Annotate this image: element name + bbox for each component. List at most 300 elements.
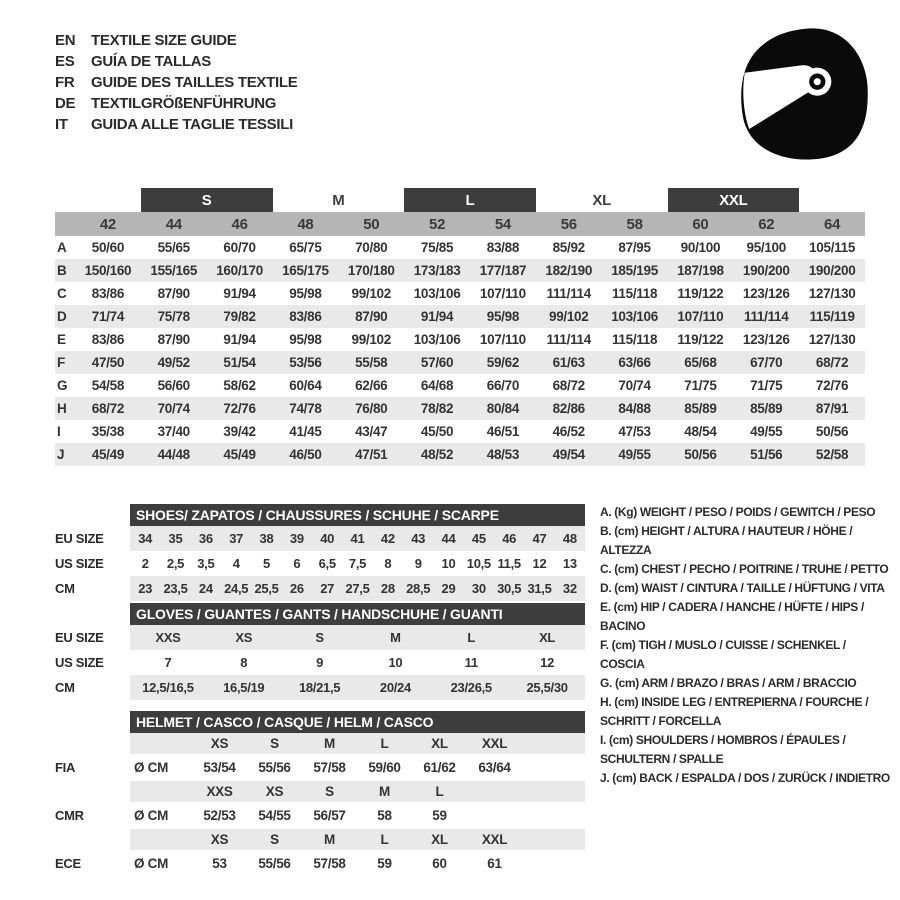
helmet-size-cell: XS [265,784,284,799]
table-cell: 83/86 [91,286,125,301]
legend-item: B. (cm) HEIGHT / ALTURA / HAUTEUR / HÖHE / ALTEZZA [600,524,853,557]
table-cell: 45/50 [420,424,454,439]
table-cell: 58/62 [223,378,256,393]
legend-item: C. (cm) CHEST / PECHO / POITRINE / TRUHE / PETTO [600,562,889,576]
shoes-line [55,526,585,551]
shoes-table-title: SHOES/ ZAPATOS / CHAUSSURES / SCHUHE / SCARPE [130,504,585,526]
helmet-standard-label-cmr: CMR [55,808,84,823]
table-cell: 87/95 [618,240,651,255]
legend-item: G. (cm) ARM / BRAZO / BRAS / ARM / BRACCIO [600,676,857,690]
table-cell: 12 [532,556,547,571]
table-cell: 47/50 [91,355,125,370]
size-letter-s: S [141,188,273,212]
table-cell: 26 [289,581,304,596]
table-cell: 177/187 [479,263,527,278]
table-cell: 62/66 [355,378,388,393]
helmet-sizes-row [130,781,585,802]
table-cell: 74/78 [289,401,322,416]
table-cell: 27,5 [345,581,370,596]
table-cell: 7,5 [348,556,367,571]
size-header-cell: 60 [692,215,709,233]
helmet-sizes-line [55,829,585,850]
language-code: ES [55,53,75,70]
table-cell: 45/49 [223,447,256,462]
table-cell: 8 [240,655,248,670]
helmet-size-cell: L [380,736,389,751]
table-cell: 10 [388,655,403,670]
table-cell: 36 [198,531,213,546]
table-cell: 60 [432,856,447,871]
table-cell: 12,5/16,5 [142,680,194,695]
table-cell: 39 [289,531,304,546]
table-cell: 47/51 [355,447,388,462]
helmet-sizes-line [55,733,585,754]
table-cell: 127/130 [808,286,856,301]
table-cell: 103/106 [413,286,461,301]
table-cell: 58 [377,808,392,823]
table-cell: 37 [229,531,244,546]
language-code: DE [55,95,76,112]
table-cell: XL [539,630,556,645]
table-cell: 71/75 [750,378,783,393]
helmet-standard-label-fia: FIA [55,760,76,775]
helmet-size-cell: L [380,832,389,847]
row-label: E [57,332,66,347]
table-cell: 50/56 [684,447,717,462]
table-cell: 182/190 [545,263,593,278]
table-cell: 30,5 [497,581,522,596]
table-cell: 107/110 [479,286,526,301]
table-cell: 28 [380,581,395,596]
table-cell: 49/55 [618,447,651,462]
table-cell: 48/53 [486,447,520,462]
helmet-size-cell: L [435,784,444,799]
textile-row-j [55,443,865,466]
language-code: EN [55,32,76,49]
textile-row-h [55,397,865,420]
table-cell: 75/78 [157,309,190,324]
shoes-row-label: EU SIZE [55,531,104,546]
table-cell: 63/64 [478,760,511,775]
row-label: D [57,309,67,324]
table-cell: 41/45 [289,424,322,439]
table-cell: 95/98 [289,286,322,301]
racing-helmet-icon [727,20,875,170]
table-cell: 60/70 [223,240,256,255]
table-cell: 72/76 [815,378,849,393]
language-title: TEXTILE SIZE GUIDE [91,32,237,49]
table-cell: 70/74 [618,378,651,393]
table-cell: 23/26,5 [450,680,492,695]
helmet-unit-label: Ø CM [134,856,169,871]
helmet-sizes-row [130,829,585,850]
helmet-size-cell: M [324,736,335,751]
table-cell: 66/70 [486,378,520,393]
table-cell: 46 [502,531,517,546]
legend-item: D. (cm) WAIST / CINTURA / TAILLE / HÜFTUNG / VITA [600,581,885,595]
table-cell: 44/48 [157,447,190,462]
gloves-row [130,650,585,675]
table-cell: 12 [540,655,555,670]
table-cell: 103/106 [611,309,658,324]
table-cell: S [315,630,324,645]
table-cell: 84/88 [618,401,651,416]
shoes-line [55,576,585,601]
table-cell: 4 [232,556,240,571]
size-letter-l: L [404,188,536,212]
helmet-size-cell: S [270,736,279,751]
table-cell: 42 [380,531,395,546]
gloves-line [55,625,585,650]
shoes-header-line [55,504,585,526]
table-cell: 79/82 [223,309,256,324]
helmet-table [55,711,585,877]
table-cell: 68/72 [815,355,849,370]
textile-row-a [55,236,865,259]
shoes-row-label: CM [55,581,75,596]
textile-letter-row [55,188,865,212]
table-cell: 107/110 [677,309,724,324]
helmet-size-cell: XS [210,736,229,751]
table-cell: 5 [263,556,270,571]
table-cell: 83/86 [289,309,322,324]
shoes-row [130,576,585,601]
helmet-values-line [55,802,585,829]
helmet-header-line [55,711,585,733]
table-cell: XXS [155,630,181,645]
table-cell: 11 [464,655,478,670]
table-cell: 95/98 [289,332,322,347]
table-cell: 50/56 [815,424,849,439]
helmet-size-cell: XL [431,832,448,847]
table-cell: 75/85 [420,240,454,255]
helmet-size-cell: M [379,784,390,799]
table-cell: 72/76 [223,401,256,416]
table-cell: 47 [532,531,547,546]
table-cell: 56/57 [313,808,346,823]
table-cell: 123/126 [742,332,790,347]
table-cell: 91/94 [223,332,256,347]
table-cell: 190/200 [808,263,856,278]
table-cell: 95/98 [486,309,520,324]
language-title: GUIDA ALLE TAGLIE TESSILI [91,116,293,133]
table-cell: 48 [562,531,577,546]
textile-row-e [55,328,865,351]
table-cell: 23 [138,581,153,596]
textile-row-c [55,282,865,305]
legend-item: E. (cm) HIP / CADERA / HANCHE / HÜFTE / HIPS / BACINO [600,600,864,633]
table-cell: 2,5 [166,556,185,571]
table-cell: 35 [168,531,183,546]
table-cell: 40 [320,531,335,546]
helmet-size-cell: XS [210,832,229,847]
table-cell: 59 [377,856,392,871]
table-cell: 57/58 [313,856,346,871]
table-cell: 18/21,5 [298,680,341,695]
table-cell: 111/114 [546,332,591,347]
table-cell: 150/160 [84,263,132,278]
table-cell: 68/72 [91,401,125,416]
language-row [55,72,297,93]
table-cell: 3,5 [197,556,215,571]
helmet-values-row [130,802,585,829]
shoes-row-label: US SIZE [55,556,104,571]
gloves-line [55,675,585,700]
table-cell: 87/91 [815,401,849,416]
helmet-values-line [55,850,585,877]
measurement-legend [600,503,892,788]
table-cell: 55/58 [355,355,388,370]
table-cell: 65/75 [289,240,322,255]
gloves-line [55,650,585,675]
table-cell: 54/58 [91,378,125,393]
table-cell: 83/88 [486,240,520,255]
textile-size-table [55,188,865,466]
textile-row-f [55,351,865,374]
table-cell: 16,5/19 [223,680,265,695]
row-label: J [57,447,65,462]
table-cell: 87/90 [157,332,190,347]
table-cell: 10 [441,556,456,571]
table-cell: 48/54 [684,424,717,439]
table-cell: 60/64 [289,378,322,393]
table-cell: 25,5/30 [526,680,568,695]
table-cell: 85/92 [552,240,585,255]
table-cell: 39/42 [223,424,256,439]
gloves-header-line [55,603,585,625]
table-cell: 23,5 [163,581,188,596]
table-cell: 43/47 [355,424,388,439]
row-label: A [57,240,67,255]
table-cell: 59/62 [486,355,520,370]
legend-item: F. (cm) TIGH / MUSLO / CUISSE / SCHENKEL / COSCIA [600,638,846,671]
textile-sizes-row [55,212,865,236]
table-cell: 27 [320,581,335,596]
table-cell: 68/72 [552,378,585,393]
textile-row-d [55,305,865,328]
table-cell: 87/90 [355,309,388,324]
table-cell: 59 [432,808,447,823]
table-cell: 24,5 [224,581,249,596]
gloves-row [130,625,585,650]
table-cell: 6 [293,556,301,571]
helmet-unit-label: Ø CM [134,808,169,823]
table-cell: 83/86 [91,332,125,347]
table-cell: 91/94 [420,309,454,324]
table-cell: 111/114 [546,286,591,301]
table-cell: 103/106 [413,332,461,347]
table-cell: 44 [441,531,456,546]
size-header-cell: 48 [297,215,314,233]
helmet-size-cell: XXL [481,832,508,847]
table-cell: 43 [411,531,426,546]
table-cell: 25,5 [254,581,279,596]
table-cell: 41 [350,531,365,546]
table-cell: 85/89 [750,401,783,416]
size-header-cell: 52 [429,215,446,233]
table-cell: 7 [164,655,172,670]
helmet-standard-label-ece: ECE [55,856,81,871]
table-cell: 11,5 [497,556,521,571]
helmet-sizes-line [55,781,585,802]
language-row [55,114,297,135]
row-label: I [57,424,61,439]
table-cell: 9 [316,655,324,670]
table-cell: 47/53 [618,424,651,439]
table-cell: 63/66 [618,355,651,370]
textile-row-g [55,374,865,397]
table-cell: 45 [471,531,486,546]
helmet-size-cell: S [270,832,279,847]
helmet-size-cell: XL [431,736,448,751]
size-header-cell: 62 [758,215,775,233]
table-cell: 115/118 [611,286,658,301]
table-cell: 170/180 [347,263,395,278]
table-cell: 46/51 [486,424,520,439]
table-cell: 119/122 [677,332,724,347]
language-row [55,93,297,114]
language-code: FR [55,74,75,91]
table-cell: 37/40 [157,424,190,439]
table-cell: 53/54 [203,760,236,775]
table-cell: 80/84 [486,401,520,416]
table-cell: 76/80 [355,401,388,416]
shoes-line [55,551,585,576]
gloves-row-label: US SIZE [55,655,104,670]
table-cell: 9 [414,556,422,571]
size-header-cell: 64 [824,215,841,233]
table-cell: 111/114 [744,309,789,324]
table-cell: 46/52 [552,424,585,439]
language-row [55,30,297,51]
table-cell: 2 [141,556,149,571]
size-header-cell: 46 [231,215,248,233]
table-cell: 56/60 [157,378,190,393]
table-cell: 185/195 [611,263,658,278]
table-cell: 24 [198,581,213,596]
gloves-row-label: EU SIZE [55,630,104,645]
table-cell: 115/119 [809,309,855,324]
helmet-values-row [130,754,585,781]
row-label: F [57,355,65,370]
table-cell: 64/68 [420,378,454,393]
size-letter-m: M [332,191,345,209]
table-cell: 155/165 [150,263,198,278]
size-letter-xl: XL [592,191,611,209]
table-cell: 48/52 [420,447,454,462]
table-cell: 70/80 [355,240,388,255]
table-cell: 91/94 [223,286,256,301]
table-cell: 49/54 [552,447,585,462]
table-cell: 6,5 [318,556,336,571]
table-cell: 8 [384,556,392,571]
table-cell: 34 [138,531,153,546]
table-cell: 55/56 [258,760,291,775]
language-row [55,51,297,72]
shoes-table [55,504,585,601]
table-cell: 52/53 [203,808,236,823]
table-cell: 49/52 [157,355,190,370]
table-cell: 99/102 [351,332,391,347]
helmet-table-title: HELMET / CASCO / CASQUE / HELM / CASCO [130,711,585,733]
table-cell: 13 [562,556,577,571]
legend-item: H. (cm) INSIDE LEG / ENTREPIERNA / FOURCHE / SCHRITT / FORCELLA [600,695,869,728]
gloves-row-label: CM [55,680,75,695]
table-cell: 38 [259,531,274,546]
table-cell: 85/89 [684,401,717,416]
table-cell: 59/60 [368,760,401,775]
size-header-cell: 58 [626,215,643,233]
table-cell: 10,5 [466,556,491,571]
language-header [55,30,297,135]
table-cell: 61/62 [423,760,456,775]
table-cell: 165/175 [282,263,329,278]
table-cell: 71/74 [91,309,125,324]
helmet-size-cell: XXS [206,784,233,799]
table-cell: 105/115 [809,240,856,255]
table-cell: 115/118 [611,332,658,347]
table-cell: 65/68 [684,355,717,370]
row-label: C [57,286,67,301]
table-cell: 57/58 [313,760,346,775]
table-cell: 50/60 [91,240,125,255]
table-cell: 55/65 [157,240,190,255]
row-label: G [57,378,68,393]
size-header-cell: 42 [99,215,116,233]
table-cell: 29 [441,581,456,596]
table-cell: 119/122 [677,286,724,301]
row-label: B [57,263,67,278]
table-cell: 55/56 [258,856,291,871]
helmet-size-cell: S [325,784,334,799]
helmet-size-cell: M [324,832,335,847]
table-cell: 51/54 [223,355,256,370]
table-cell: XS [235,630,253,645]
size-letter-xxl: XXL [668,188,800,212]
size-header-cell: 54 [494,215,511,233]
legend-item: J. (cm) BACK / ESPALDA / DOS / ZURÜCK / INDIETRO [600,771,890,785]
table-cell: 45/49 [91,447,125,462]
table-cell: 28,5 [406,581,431,596]
row-label: H [57,401,67,416]
helmet-size-cell: XXL [481,736,508,751]
table-cell: 53 [212,856,227,871]
table-cell: 95/100 [746,240,786,255]
table-cell: 107/110 [479,332,526,347]
table-cell: 32 [562,581,577,596]
gloves-row [130,675,585,700]
table-cell: 61/63 [552,355,585,370]
table-cell: 61 [487,856,502,871]
table-cell: 127/130 [808,332,856,347]
table-cell: 70/74 [157,401,190,416]
legend-item: I. (cm) SHOULDERS / HOMBROS / ÉPAULES / SCHULTERN / SPALLE [600,733,846,766]
table-cell: 57/60 [420,355,454,370]
table-cell: 173/183 [413,263,461,278]
helmet-unit-label: Ø CM [134,760,169,775]
shoes-row [130,551,585,576]
table-cell: 20/24 [379,680,411,695]
table-cell: 123/126 [742,286,790,301]
table-cell: 99/102 [548,309,589,324]
table-cell: 52/58 [815,447,849,462]
table-cell: 35/38 [91,424,125,439]
table-cell: 160/170 [216,263,263,278]
language-title: GUÍA DE TALLAS [91,53,211,70]
language-title: TEXTILGRÖßENFÜHRUNG [91,95,277,112]
table-cell: 71/75 [684,378,717,393]
table-cell: 49/55 [750,424,783,439]
